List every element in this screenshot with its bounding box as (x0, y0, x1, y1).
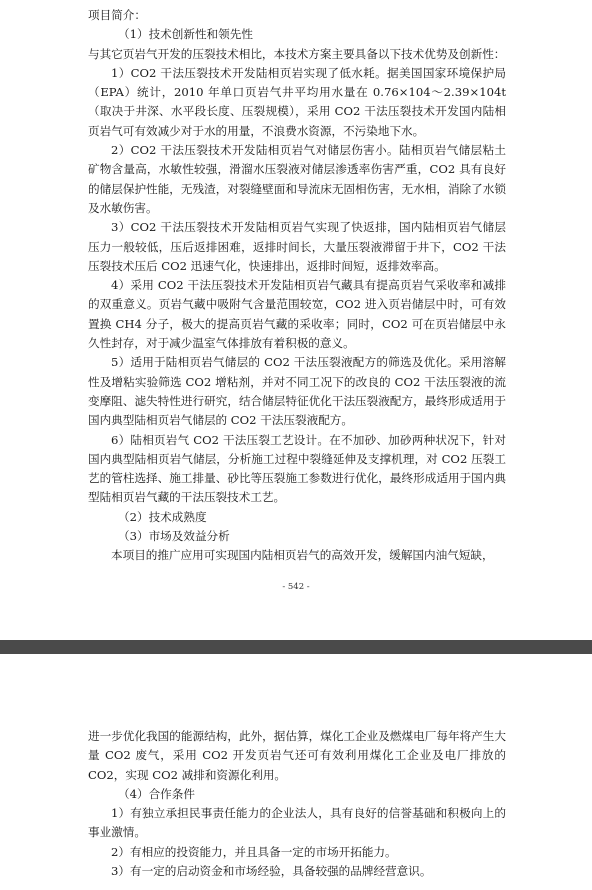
paragraph-point-3: 3）CO2 干法压裂技术开发陆相页岩气实现了快返排，国内陆相页岩气储层压力一般较低，压后返排困难，返排时间长，大量压裂液滞留于井下，CO2 干法压裂技术压后 CO2 迅速气化，快速排出，返排时间短，返排效率高。 (88, 220, 506, 273)
page-number: - 542 - (282, 582, 310, 592)
paragraph-condition-3: 3）有一定的启动资金和市场经验，具备较强的品牌经营意识。 (111, 864, 432, 879)
subheading-maturity: （2）技术成熟度 (118, 509, 207, 524)
paragraph-intro: 与其它页岩气开发的压裂技术相比，本技术方案主要具备以下技术优势及创新性： (88, 46, 506, 61)
paragraph-point-1: 1）CO2 干法压裂技术开发陆相页岩实现了低水耗。据美国国家环境保护局（EPA）统计，2010 年单口页岩气井平均用水量在 0.76×104～2.39×104t（取决于井深、水平段长度、压裂规模），采用 CO2 干法压裂技术开发国内陆相页岩气可有效减少对于水的用量，不浪费水资源，不污染地下水。 (88, 65, 506, 138)
paragraph-point-5: 5）适用于陆相页岩气储层的 CO2 干法压裂液配方的筛选及优化。采用溶解性及增粘实验筛选 CO2 增粘剂，并对不同工况下的改良的 CO2 干法压裂液的流变摩阻、滤失特性进行研究，结合储层特征优化干法压裂液配方，最终形成适用于国内典型陆相页岩气储层的 CO2 干法压裂液配方。 (88, 355, 506, 428)
paragraph-condition-1: 1）有独立承担民事责任能力的企业法人，具有良好的信誉基础和积极向上的事业激情。 (88, 806, 506, 840)
subheading-cooperation: （4）合作条件 (118, 786, 195, 801)
page-separator (0, 640, 592, 654)
paragraph-condition-2: 2）有相应的投资能力，并且具备一定的市场开拓能力。 (111, 844, 397, 859)
paragraph-point-6: 6）陆相页岩气 CO2 干法压裂工艺设计。在不加砂、加砂两种状况下，针对国内典型陆相页岩气储层，分析施工过程中裂缝延伸及支撑机理，对 CO2 压裂工艺的管柱选择、施工排量、砂比等压裂施工参数进行优化，最终形成适用于国内典型陆相页岩气藏的干法压裂技术工艺。 (88, 432, 506, 505)
page-body (88, 6, 506, 566)
section-heading-project-intro: 项目简介： (88, 8, 146, 22)
paragraph-market-continued: 进一步优化我国的能源结构，此外，据估算，煤化工企业及燃煤电厂每年将产生大量 CO2 废气，采用 CO2 开发页岩气还可有效利用煤化工企业及电厂排放的 CO2，实现 CO2 减排和资源化利用。 (88, 729, 506, 782)
subheading-market: （3）市场及效益分析 (118, 529, 230, 544)
paragraph-point-4: 4）采用 CO2 干法压裂技术开发陆相页岩气藏具有提高页岩气采收率和减排的双重意义。页岩气藏中吸附气含量范围较宽，CO2 进入页岩储层中时，可有效置换 CH4 分子，极大的提高页岩气藏的采收率；同时，CO2 可在页岩储层中永久性封存，对于减少温室气体排放有着积极的意义。 (88, 278, 506, 351)
page-body (88, 727, 506, 881)
paragraph-market: 本项目的推广应用可实现国内陆相页岩气的高效开发，缓解国内油气短缺， (111, 548, 494, 563)
subheading-innovation: （1）技术创新性和领先性 (118, 27, 253, 42)
paragraph-point-2: 2）CO2 干法压裂技术开发陆相页岩气对储层伤害小。陆相页岩气储层粘土矿物含量高，水敏性较强，滑溜水压裂液对储层渗透率伤害严重，CO2 具有良好的储层保护性能，无残渣，对裂缝壁面和导流床无固相伤害，无水相，消除了水锁及水敏伤害。 (88, 143, 506, 215)
document-page-543 (0, 654, 592, 890)
